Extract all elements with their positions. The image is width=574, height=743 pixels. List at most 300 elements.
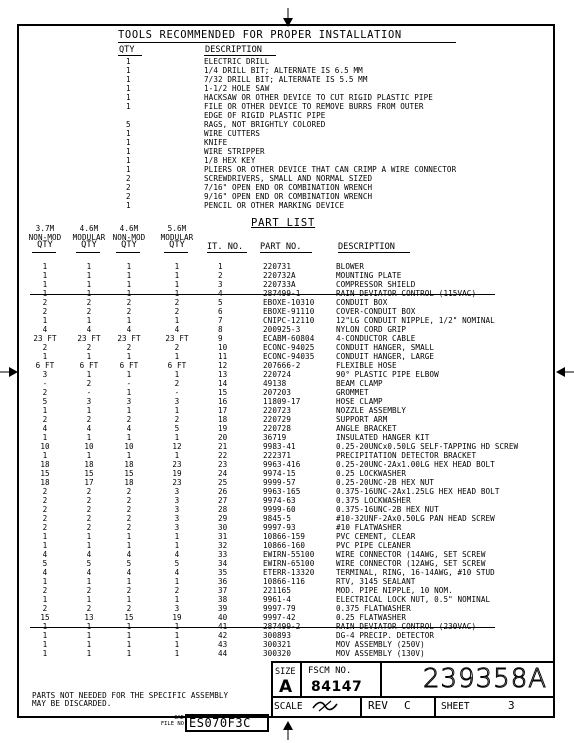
parts-row-qty-2: 1 — [86, 622, 92, 631]
parts-row-qty-4: 3 — [174, 505, 180, 514]
parts-row-description: BEAM CLAMP — [336, 379, 383, 388]
parts-row-item-no: 20 — [218, 433, 228, 442]
parts-row-item-no: 26 — [218, 487, 228, 496]
parts-row-description: 0.375-16UNC-2Ax1.25LG HEX HEAD BOLT — [336, 487, 500, 496]
parts-row-qty-1: 1 — [42, 271, 48, 280]
parts-row-qty-3: 1 — [126, 316, 132, 325]
parts-row-qty-2: 15 — [84, 469, 94, 478]
parts-row-part-no: 300321 — [263, 640, 292, 649]
parts-row-qty-3: 2 — [126, 307, 132, 316]
parts-row-qty-3: 10 — [124, 442, 134, 451]
parts-row-description: PVC CEMENT, CLEAR — [336, 532, 416, 541]
parts-row-item-no: 1 — [218, 262, 223, 271]
parts-row-qty-3: 1 — [126, 433, 132, 442]
parts-row-qty-4: 1 — [174, 262, 180, 271]
title-block-divider — [271, 696, 555, 698]
parts-row-item-no: 28 — [218, 505, 228, 514]
parts-row-part-no: 300320 — [263, 649, 292, 658]
tools-row-description: EDGE OF RIGID PLASTIC PIPE — [204, 111, 326, 120]
parts-row-qty-4: 1 — [174, 352, 180, 361]
parts-row-description: SUPPORT ARM — [336, 415, 388, 424]
parts-row-qty-1: 4 — [42, 568, 48, 577]
parts-row-description: 90° PLASTIC PIPE ELBOW — [336, 370, 439, 379]
parts-row-qty-2: 17 — [84, 478, 94, 487]
parts-row-part-no: 10866-159 — [263, 532, 306, 541]
parts-row-qty-3: 1 — [126, 649, 132, 658]
tools-row-description: WIRE STRIPPER — [204, 147, 265, 156]
parts-row-qty-4: 19 — [172, 469, 182, 478]
parts-row-qty-2: 4 — [86, 568, 92, 577]
tools-desc-header-underline — [204, 55, 276, 56]
parts-row-qty-1: 2 — [42, 415, 48, 424]
parts-row-qty-2: 1 — [86, 352, 92, 361]
parts-row-description: GROMMET — [336, 388, 369, 397]
tools-qty-header: QTY — [119, 45, 135, 55]
tools-row-description: PLIERS OR OTHER DEVICE THAT CAN CRIMP A WIRE CONNECTOR — [204, 165, 457, 174]
parts-row-qty-4: 1 — [174, 649, 180, 658]
tools-row-qty: 1 — [126, 93, 131, 102]
parts-row-part-no: 220728 — [263, 424, 292, 433]
parts-row-qty-4: 2 — [174, 415, 180, 424]
parts-row-item-no: 9 — [218, 334, 223, 343]
parts-row-item-no: 33 — [218, 550, 228, 559]
discard-note-line-1: PARTS NOT NEEDED FOR THE SPECIFIC ASSEMBLY — [32, 691, 229, 700]
parts-row-qty-2: 2 — [86, 307, 92, 316]
parts-row-qty-4: 19 — [172, 613, 182, 622]
scale-label: SCALE — [274, 701, 303, 712]
tools-row-description: ELECTRIC DRILL — [204, 57, 270, 66]
parts-row-qty-1: 1 — [42, 532, 48, 541]
sheet-label: SHEET — [441, 701, 470, 712]
parts-row-item-no: 43 — [218, 640, 228, 649]
parts-row-qty-1: 10 — [40, 442, 50, 451]
drawing-number: 239358A — [423, 664, 548, 694]
parts-row-qty-1: 1 — [42, 352, 48, 361]
parts-row-qty-4: 1 — [174, 541, 180, 550]
strikethrough-line — [30, 294, 495, 295]
parts-row-qty-2: 1 — [86, 577, 92, 586]
parts-row-qty-4: 1 — [174, 631, 180, 640]
parts-qty-header-underline — [32, 252, 56, 253]
parts-row-qty-3: 15 — [124, 469, 134, 478]
parts-row-qty-3: 1 — [126, 541, 132, 550]
parts-row-item-no: 34 — [218, 559, 228, 568]
size-label: SIZE — [275, 667, 296, 677]
discard-note-line-2: MAY BE DISCARDED. — [32, 699, 112, 708]
parts-row-description: RAIN DEVIATOR CONTROL (230VAC) — [336, 622, 477, 631]
parts-row-description: DG-4 PRECIP. DETECTOR — [336, 631, 435, 640]
parts-row-qty-3: 1 — [126, 289, 132, 298]
tools-row-qty: 1 — [126, 156, 131, 165]
parts-qty-header-4-l1: 5.6M — [167, 224, 187, 233]
parts-qty-header-3-l3: QTY — [121, 240, 137, 250]
parts-qty-header-1-l1: 3.7M — [35, 224, 55, 233]
title-block-size-sep — [300, 661, 302, 697]
parts-row-description: CONDUIT BOX — [336, 298, 388, 307]
parts-row-qty-1: 5 — [42, 397, 48, 406]
parts-row-qty-3: 2 — [126, 514, 132, 523]
parts-row-qty-3: - — [126, 379, 132, 388]
parts-row-qty-2: 6 FT — [79, 361, 99, 370]
tools-row-description: 1/4 DRILL BIT; ALTERNATE IS 6.5 MM — [204, 66, 363, 75]
parts-row-description: COMPRESSOR SHIELD — [336, 280, 416, 289]
fscm-value: 84147 — [311, 679, 363, 695]
parts-row-qty-2: 1 — [86, 640, 92, 649]
parts-row-qty-2: 18 — [84, 460, 94, 469]
parts-row-qty-2: 1 — [86, 451, 92, 460]
tools-row-description: PENCIL OR OTHER MARKING DEVICE — [204, 201, 345, 210]
parts-row-description: MOV ASSEMBLY (130V) — [336, 649, 425, 658]
parts-row-qty-3: 6 FT — [119, 361, 139, 370]
parts-row-qty-1: 23 FT — [33, 334, 57, 343]
tools-row-description: FILE OR OTHER DEVICE TO REMOVE BURRS FROM OUTER — [204, 102, 424, 111]
parts-row-part-no: 11809-17 — [263, 397, 301, 406]
parts-row-description: 0.25 LOCKWASHER — [336, 469, 407, 478]
parts-qty-header-1-l2: NON-MOD — [28, 232, 62, 242]
parts-row-qty-1: 1 — [42, 406, 48, 415]
parts-row-qty-4: 3 — [174, 604, 180, 613]
parts-row-item-no: 41 — [218, 622, 228, 631]
parts-row-qty-3: 1 — [126, 640, 132, 649]
parts-row-qty-1: 2 — [42, 487, 48, 496]
parts-row-qty-3: 18 — [124, 478, 134, 487]
parts-row-qty-3: 1 — [126, 577, 132, 586]
parts-row-item-no: 32 — [218, 541, 228, 550]
parts-row-qty-3: 18 — [124, 460, 134, 469]
parts-row-qty-3: 5 — [126, 559, 132, 568]
tools-row-qty: 5 — [126, 120, 131, 129]
parts-row-description: 0.25 FLATWASHER — [336, 613, 407, 622]
parts-row-item-no: 2 — [218, 271, 223, 280]
parts-row-description: INSULATED HANGER KIT — [336, 433, 430, 442]
tools-qty-header-underline — [118, 55, 142, 56]
parts-row-part-no: 287499-2 — [263, 622, 301, 631]
parts-row-description: FLEXIBLE HOSE — [336, 361, 397, 370]
parts-row-part-no: ECABM-60804 — [263, 334, 315, 343]
tools-title-underline — [118, 42, 456, 43]
parts-row-part-no: 221165 — [263, 586, 292, 595]
parts-row-item-no: 12 — [218, 361, 228, 370]
parts-row-qty-4: 2 — [174, 379, 180, 388]
parts-row-qty-4: 1 — [174, 406, 180, 415]
parts-row-qty-3: 1 — [126, 622, 132, 631]
right-center-arrow-icon — [556, 366, 574, 378]
parts-row-item-no: 38 — [218, 595, 228, 604]
parts-row-description: CONDUIT HANGER, SMALL — [336, 343, 435, 352]
parts-row-qty-2: 1 — [86, 289, 92, 298]
parts-qty-header-underline — [116, 252, 140, 253]
tools-row-description: 1/8 HEX KEY — [204, 156, 256, 165]
parts-row-item-no: 6 — [218, 307, 223, 316]
parts-row-qty-3: 1 — [126, 631, 132, 640]
parts-row-description: MOD. PIPE NIPPLE, 10 NOM. — [336, 586, 453, 595]
parts-row-item-no: 35 — [218, 568, 228, 577]
parts-row-part-no: 49138 — [263, 379, 287, 388]
parts-row-description: 0.25-20UNCx0.50LG SELF-TAPPING HD SCREW — [336, 442, 519, 451]
parts-row-qty-1: 1 — [42, 631, 48, 640]
parts-row-qty-2: 1 — [86, 271, 92, 280]
parts-row-qty-2: 2 — [86, 604, 92, 613]
parts-qty-header-1-l3: QTY — [37, 240, 53, 250]
tools-row-qty: 1 — [126, 201, 131, 210]
parts-row-part-no: 9999-60 — [263, 505, 296, 514]
parts-row-qty-1: - — [42, 379, 48, 388]
tools-row-description: SCREWDRIVERS, SMALL AND NORMAL SIZED — [204, 174, 373, 183]
parts-row-qty-2: 1 — [86, 406, 92, 415]
parts-row-description: RAIN DEVIATOR CONTROL (115VAC) — [336, 289, 477, 298]
parts-row-part-no: 9974-63 — [263, 496, 296, 505]
parts-row-qty-4: 1 — [174, 316, 180, 325]
parts-row-item-no: 30 — [218, 523, 228, 532]
parts-row-qty-3: 2 — [126, 415, 132, 424]
parts-row-description: #10-32UNF-2Ax0.50LG PAN HEAD SCREW — [336, 514, 495, 523]
parts-row-qty-4: 2 — [174, 307, 180, 316]
parts-row-description: 4-CONDUCTOR CABLE — [336, 334, 416, 343]
tools-row-description: WIRE CUTTERS — [204, 129, 261, 138]
title-block-rev-sep — [434, 697, 436, 717]
parts-row-part-no: 287499-1 — [263, 289, 301, 298]
parts-row-qty-2: 2 — [86, 586, 92, 595]
parts-row-description: MOV ASSEMBLY (250V) — [336, 640, 425, 649]
parts-row-item-no: 13 — [218, 370, 228, 379]
parts-row-description: NYLON CORD GRIP — [336, 325, 407, 334]
tools-row-qty: 1 — [126, 75, 131, 84]
parts-row-part-no: EBOXE-91110 — [263, 307, 315, 316]
parts-row-description: CONDUIT HANGER, LARGE — [336, 352, 435, 361]
parts-row-qty-4: 4 — [174, 568, 180, 577]
parts-row-qty-3: 4 — [126, 550, 132, 559]
parts-row-qty-1: 5 — [42, 559, 48, 568]
parts-row-part-no: 10866-160 — [263, 541, 306, 550]
tools-title: TOOLS RECOMMENDED FOR PROPER INSTALLATION — [118, 29, 402, 41]
parts-row-item-no: 36 — [218, 577, 228, 586]
parts-qty-header-2-l3: QTY — [81, 240, 97, 250]
parts-row-part-no: 300893 — [263, 631, 292, 640]
parts-row-qty-4: 6 FT — [167, 361, 187, 370]
parts-qty-header-2-l1: 4.6M — [79, 224, 99, 233]
parts-row-qty-4: 23 — [172, 478, 182, 487]
parts-item-header: IT. NO. — [207, 242, 244, 252]
tools-row-description: HACKSAW OR OTHER DEVICE TO CUT RIGID PLASTIC PIPE — [204, 93, 433, 102]
tools-row-qty: 1 — [126, 66, 131, 75]
parts-row-qty-2: 1 — [86, 262, 92, 271]
parts-row-qty-4: 1 — [174, 451, 180, 460]
parts-row-part-no: 10866-116 — [263, 577, 306, 586]
parts-row-qty-3: 4 — [126, 325, 132, 334]
parts-row-part-no: ECONC-94025 — [263, 343, 315, 352]
parts-row-qty-4: 2 — [174, 343, 180, 352]
parts-row-qty-1: 2 — [42, 298, 48, 307]
tools-row-qty: 2 — [126, 174, 131, 183]
parts-row-qty-4: 2 — [174, 298, 180, 307]
parts-qty-header-2-l2: MODULAR — [72, 232, 106, 242]
parts-row-qty-1: 2 — [42, 496, 48, 505]
bottom-center-arrow-icon — [282, 720, 294, 740]
parts-row-qty-2: 3 — [86, 397, 92, 406]
tools-row-qty: 1 — [126, 129, 131, 138]
parts-row-qty-1: 4 — [42, 325, 48, 334]
parts-row-part-no: 9963-165 — [263, 487, 301, 496]
parts-row-qty-2: 2 — [86, 415, 92, 424]
parts-row-qty-1: 2 — [42, 604, 48, 613]
parts-row-qty-3: 3 — [126, 397, 132, 406]
parts-row-qty-1: 1 — [42, 640, 48, 649]
parts-row-qty-1: 1 — [42, 289, 48, 298]
parts-row-qty-1: 1 — [42, 451, 48, 460]
parts-row-qty-4: - — [174, 388, 180, 397]
parts-row-item-no: 10 — [218, 343, 228, 352]
parts-row-part-no: 222371 — [263, 451, 292, 460]
parts-row-qty-2: 1 — [86, 433, 92, 442]
parts-row-qty-2: 5 — [86, 559, 92, 568]
parts-row-item-no: 16 — [218, 397, 228, 406]
parts-row-qty-4: 3 — [174, 496, 180, 505]
parts-row-part-no: ETERR-13320 — [263, 568, 315, 577]
parts-row-qty-3: 23 FT — [117, 334, 141, 343]
parts-row-description: NOZZLE ASSEMBLY — [336, 406, 407, 415]
parts-row-part-no: ECONC-94035 — [263, 352, 315, 361]
parts-row-qty-1: 18 — [40, 460, 50, 469]
tools-row-qty: 1 — [126, 147, 131, 156]
parts-partno-header: PART NO. — [260, 242, 302, 252]
parts-row-qty-1: 1 — [42, 316, 48, 325]
parts-row-qty-1: 6 FT — [35, 361, 55, 370]
parts-row-qty-3: 1 — [126, 370, 132, 379]
parts-row-qty-4: 1 — [174, 370, 180, 379]
parts-row-qty-2: 2 — [86, 379, 92, 388]
parts-row-item-no: 8 — [218, 325, 223, 334]
parts-row-qty-2: - — [86, 388, 92, 397]
left-center-arrow-icon — [0, 366, 18, 378]
parts-row-qty-1: 1 — [42, 433, 48, 442]
parts-row-item-no: 29 — [218, 514, 228, 523]
tools-row-qty: 1 — [126, 102, 131, 111]
parts-row-qty-4: 12 — [172, 442, 182, 451]
parts-row-qty-1: 2 — [42, 586, 48, 595]
tools-row-qty: 1 — [126, 57, 131, 66]
parts-row-item-no: 27 — [218, 496, 228, 505]
parts-row-qty-2: 1 — [86, 316, 92, 325]
parts-row-qty-1: 1 — [42, 577, 48, 586]
parts-row-qty-2: 4 — [86, 550, 92, 559]
parts-row-qty-1: 15 — [40, 469, 50, 478]
parts-row-description: 0.375 FLATWASHER — [336, 604, 411, 613]
parts-row-qty-3: 15 — [124, 613, 134, 622]
parts-row-item-no: 44 — [218, 649, 228, 658]
parts-row-qty-4: 1 — [174, 595, 180, 604]
parts-row-qty-4: 1 — [174, 532, 180, 541]
parts-row-part-no: 9845-5 — [263, 514, 292, 523]
parts-row-description: 12"LG CONDUIT NIPPLE, 1/2" NOMINAL — [336, 316, 495, 325]
parts-row-qty-3: 1 — [126, 388, 132, 397]
parts-row-description: PRECIPITATION DETECTOR BRACKET — [336, 451, 477, 460]
parts-row-qty-1: 1 — [42, 262, 48, 271]
parts-row-qty-1: 1 — [42, 595, 48, 604]
parts-row-part-no: 9999-57 — [263, 478, 296, 487]
parts-row-qty-2: 1 — [86, 541, 92, 550]
parts-row-qty-1: 4 — [42, 424, 48, 433]
title-block-scale-sep — [360, 697, 362, 717]
parts-row-part-no: 220731 — [263, 262, 292, 271]
parts-row-item-no: 5 — [218, 298, 223, 307]
parts-row-qty-1: 2 — [42, 307, 48, 316]
parts-row-item-no: 19 — [218, 424, 228, 433]
parts-row-description: 0.25-20UNC-2Ax1.00LG HEX HEAD BOLT — [336, 460, 495, 469]
tools-row-qty: 1 — [126, 165, 131, 174]
parts-row-item-no: 18 — [218, 415, 228, 424]
parts-qty-header-4-l3: QTY — [169, 240, 185, 250]
parts-row-qty-1: 1 — [42, 649, 48, 658]
parts-qty-header-3-l1: 4.6M — [119, 224, 139, 233]
parts-row-qty-1: 1 — [42, 541, 48, 550]
parts-row-part-no: 220732A — [263, 271, 296, 280]
parts-row-qty-2: 4 — [86, 424, 92, 433]
parts-row-description: RTV, 3145 SEALANT — [336, 577, 416, 586]
parts-row-qty-1: 4 — [42, 550, 48, 559]
parts-row-qty-2: 13 — [84, 613, 94, 622]
parts-row-part-no: 220733A — [263, 280, 296, 289]
parts-row-description: TERMINAL, RING, 16-14AWG, #10 STUD — [336, 568, 495, 577]
tools-row-description: 7/16" OPEN END OR COMBINATION WRENCH — [204, 183, 373, 192]
parts-row-item-no: 39 — [218, 604, 228, 613]
parts-desc-header: DESCRIPTION — [338, 242, 395, 252]
parts-row-qty-4: 1 — [174, 289, 180, 298]
parts-row-qty-4: 3 — [174, 514, 180, 523]
parts-row-part-no: EWIRN-65100 — [263, 559, 315, 568]
parts-row-item-no: 22 — [218, 451, 228, 460]
parts-row-qty-2: 23 FT — [77, 334, 101, 343]
parts-row-item-no: 3 — [218, 280, 223, 289]
parts-row-qty-1: 2 — [42, 505, 48, 514]
parts-row-qty-3: 1 — [126, 595, 132, 604]
tools-row-description: 1-1/2 HOLE SAW — [204, 84, 270, 93]
parts-row-item-no: 15 — [218, 388, 228, 397]
parts-row-item-no: 23 — [218, 460, 228, 469]
parts-row-part-no: 9997-79 — [263, 604, 296, 613]
tools-row-description: RAGS, NOT BRIGHTLY COLORED — [204, 120, 326, 129]
parts-row-description: WIRE CONNECTOR (14AWG, SET SCREW — [336, 550, 486, 559]
parts-list-title: PART LIST — [251, 217, 316, 229]
tools-desc-header: DESCRIPTION — [205, 45, 262, 55]
parts-row-qty-2: 2 — [86, 487, 92, 496]
parts-row-item-no: 25 — [218, 478, 228, 487]
parts-row-qty-4: 1 — [174, 271, 180, 280]
parts-row-qty-4: 2 — [174, 586, 180, 595]
parts-row-qty-2: 10 — [84, 442, 94, 451]
parts-item-header-underline — [207, 252, 247, 253]
parts-row-description: COVER-CONDUIT BOX — [336, 307, 416, 316]
parts-row-part-no: 9963-416 — [263, 460, 301, 469]
parts-row-qty-3: 2 — [126, 604, 132, 613]
parts-row-item-no: 37 — [218, 586, 228, 595]
parts-row-qty-4: 1 — [174, 622, 180, 631]
parts-row-description: 0.25-20UNC-2B HEX NUT — [336, 478, 435, 487]
parts-row-part-no: 9997-93 — [263, 523, 296, 532]
parts-row-qty-1: 1 — [42, 280, 48, 289]
parts-row-qty-2: 1 — [86, 280, 92, 289]
parts-row-qty-4: 1 — [174, 577, 180, 586]
parts-row-description: BLOWER — [336, 262, 365, 271]
tools-row-description: KNIFE — [204, 138, 228, 147]
parts-row-qty-1: 2 — [42, 514, 48, 523]
parts-row-part-no: 9974-15 — [263, 469, 296, 478]
parts-row-qty-3: 1 — [126, 532, 132, 541]
parts-desc-header-underline — [338, 252, 410, 253]
parts-row-qty-1: 2 — [42, 388, 48, 397]
parts-row-item-no: 42 — [218, 631, 228, 640]
size-value: A — [279, 677, 293, 697]
parts-qty-header-3-l2: NON-MOD — [112, 232, 146, 242]
